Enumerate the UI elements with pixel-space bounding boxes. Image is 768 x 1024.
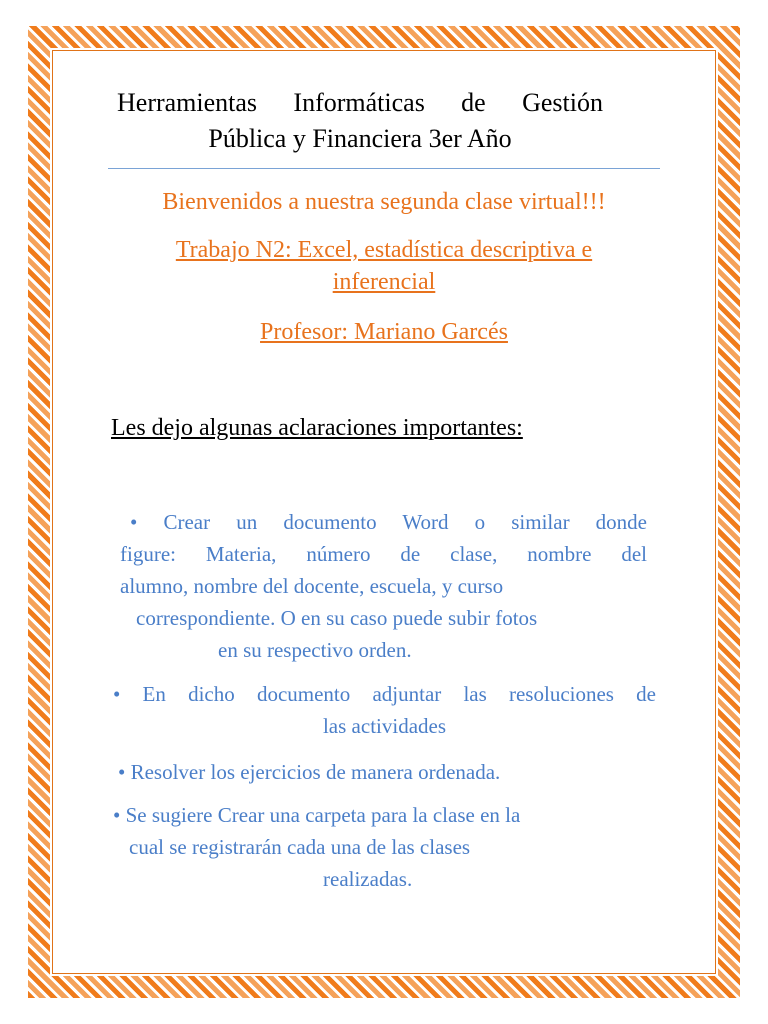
bullet-line: realizadas. (323, 867, 413, 891)
bullet-line: correspondiente. O en su caso puede subir fotos (136, 606, 538, 630)
bullet-line: • En dicho documento adjuntar las resoluciones de (113, 682, 656, 706)
title-line-1: Herramientas Informáticas de Gestión (117, 88, 603, 117)
bullet-item (113, 678, 656, 742)
title-divider (108, 168, 660, 169)
bullet-line: • Resolver los ejercicios de manera ordenada. (118, 760, 501, 784)
assignment-title-line-2: inferencial (332, 269, 436, 295)
bullet-line: • Crear un documento Word o similar donde (130, 510, 647, 534)
bullet-line: figure: Materia, número de clase, nombre del (120, 542, 647, 566)
bullet-line: en su respectivo orden. (218, 638, 412, 662)
bullet-line: • Se sugiere Crear una carpeta para la clase en la (113, 803, 521, 827)
assignment-title (100, 234, 668, 298)
welcome-text: Bienvenidos a nuestra segunda clase virtual!!! (162, 189, 606, 215)
assignment-title-line-1: Trabajo N2: Excel, estadística descriptiva e (175, 237, 593, 263)
bullet-item (118, 756, 638, 788)
document-title (117, 85, 603, 157)
bullet-line: alumno, nombre del docente, escuela, y curso (120, 574, 504, 598)
bullet-line: las actividades (322, 714, 447, 738)
professor-name: Profesor: Mariano Garcés (260, 319, 508, 345)
bullet-line: cual se registrarán cada una de las clases (129, 835, 471, 859)
bullet-item (113, 799, 633, 895)
title-line-2: Pública y Financiera 3er Año (208, 124, 512, 153)
intro-heading: Les dejo algunas aclaraciones importantes: (111, 415, 523, 441)
bullet-item (120, 506, 647, 666)
